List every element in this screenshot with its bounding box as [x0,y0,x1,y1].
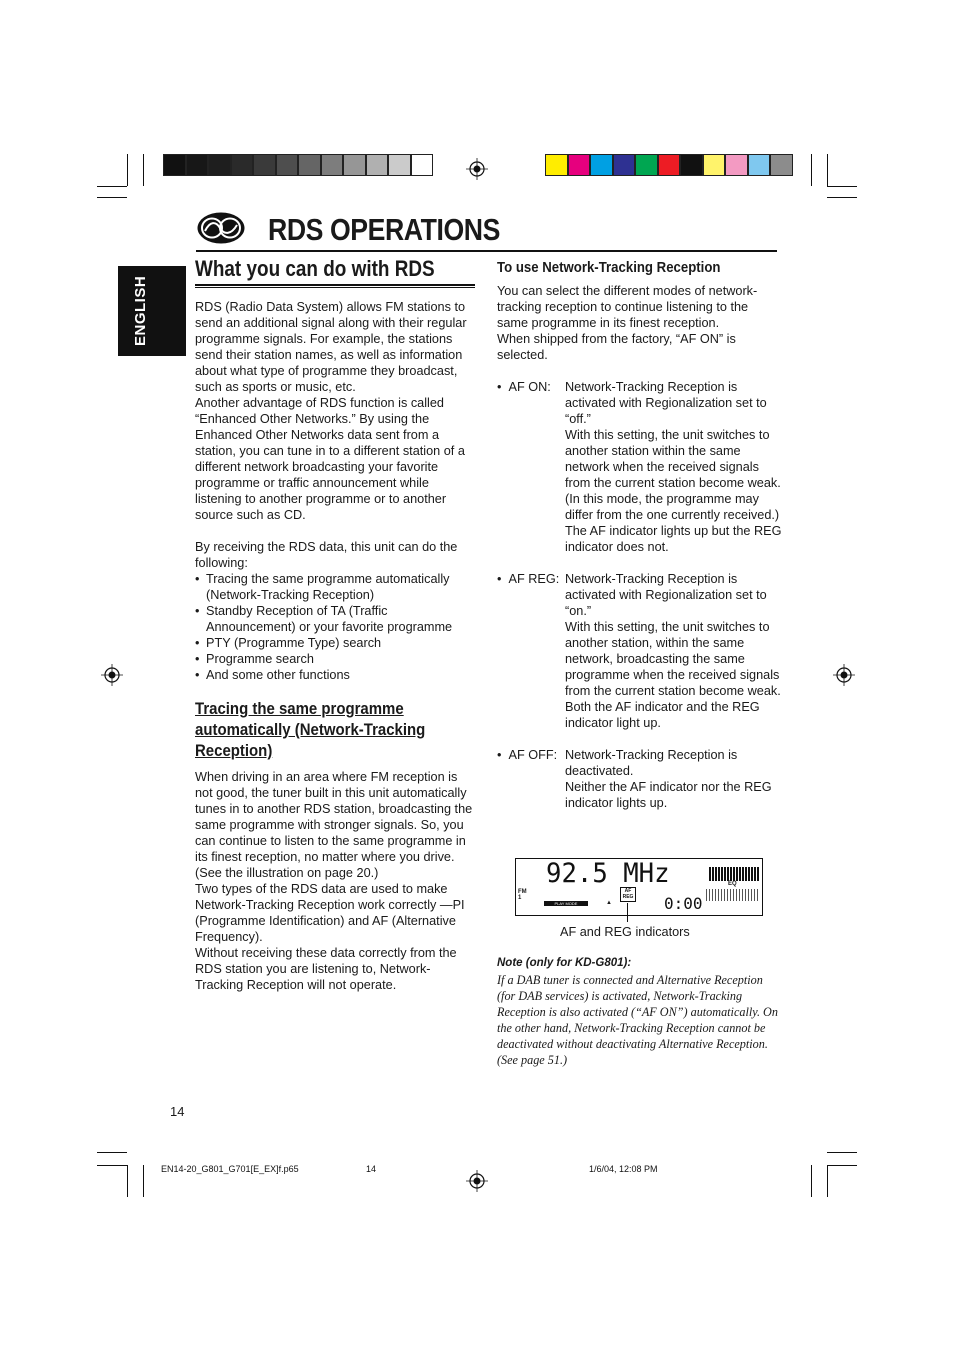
color-swatch [613,154,636,176]
list-item: • Tracing the same programme automatically (Network-Tracking Reception) [195,571,477,603]
rds-intro [195,299,477,683]
color-swatch [231,154,254,176]
color-swatch [590,154,613,176]
process-color-bar [545,154,793,176]
paragraph: RDS (Radio Data System) allows FM stations to send an additional signal along with their regular programme signals. For example, the stations send their station names, as well as information about what type of programme they broadcast, such as sports or music, etc. [195,300,467,394]
footer-file: EN14-20_G801_G701[E_EX]f.p65 [161,1164,299,1174]
color-swatch [208,154,231,176]
page-number: 14 [170,1104,185,1119]
paragraph: You can select the different modes of network-tracking reception to continue listening to the same programme in its finest reception. [497,284,758,330]
lcd-display [515,858,763,916]
color-swatch [411,154,434,176]
paragraph: Another advantage of RDS function is called “Enhanced Other Networks.” By using the Enhanced Other Networks data sent from a station, you can tune in to a different station of a different network broadcasting your favorite programme or traffic announcement while listening to another programme or to another source such as CD. [195,396,465,522]
title-rule [196,250,777,252]
af-mode-item: • AF ON: Network-Tracking Reception is activated with Regionalization set to “off.” With this setting, the unit switches to another station within the same network when the received signals from the current station become weak. (In this mode, the programme may differ from the one currently received.) The AF indicator lights up but the REG indicator does not. [497,380,782,554]
paragraph: When shipped from the factory, “AF ON” is selected. [497,332,736,362]
network-tracking-text [497,283,782,811]
af-mode-label: AF REG: [508,572,560,586]
lcd-af-reg-indicator [620,887,636,902]
list-item: • Programme search [195,651,477,667]
rds-logo-icon [196,211,246,245]
heading-rule [195,284,475,286]
color-swatch [635,154,658,176]
color-swatch [343,154,366,176]
lcd-play-mode: PLAY MODE [544,901,588,906]
note-text: If a DAB tuner is connected and Alternative Reception (for DAB services) is activated, Network-Tracking Reception is also activated (“AF ON”) automatically. On the other hand, Network-Tracking Reception cannot be deactivated without deactivating Alternative Reception. (See page 51.) [497,973,778,1067]
registration-mark-icon [101,664,123,686]
note [497,957,782,1068]
color-swatch [186,154,209,176]
color-swatch [253,154,276,176]
color-swatch [725,154,748,176]
color-swatch [298,154,321,176]
feature-list [195,571,477,683]
lcd-level-meter [709,867,759,881]
af-mode-item: • AF OFF: Network-Tracking Reception is deactivated. Neither the AF indicator nor the REG indicator lights up. [497,747,782,811]
paragraph: Neither the AF indicator nor the REG indicator lights up. [565,780,772,810]
lcd-band: FM [518,889,527,895]
color-swatch [748,154,771,176]
language-tab [118,266,186,356]
list-item: • Standby Reception of TA (Traffic Announcement) or your favorite programme [195,603,477,635]
color-swatch [703,154,726,176]
grayscale-color-bar [163,154,433,176]
figure-caption: AF and REG indicators [560,925,690,939]
list-item: • PTY (Programme Type) search [195,635,477,651]
lcd-reg: REG [622,894,634,900]
color-swatch [276,154,299,176]
paragraph: Network-Tracking Reception is activated with Regionalization set to “on.” [565,572,767,618]
af-mode-label: AF ON: [508,380,551,394]
paragraph: With this setting, the unit switches to another station within the same network when the received signals from the current station become weak. (In this mode, the programme may differ from the one currently received.) [565,428,781,522]
paragraph: By receiving the RDS data, this unit can do the following: [195,540,458,570]
paragraph: Without receiving these data correctly from the RDS station you are listening to, Network-Tracking Reception will not operate. [195,946,457,992]
lcd-preset: 1 [518,895,522,901]
lcd-clock: 0:00 [664,894,703,913]
color-swatch [163,154,186,176]
af-mode-label: AF OFF: [508,748,558,762]
lcd-eq: EQ [728,881,737,887]
color-swatch [366,154,389,176]
heading-rule [195,287,475,288]
paragraph: The AF indicator lights up but the REG indicator does not. [565,524,782,554]
paragraph: With this setting, the unit switches to another station, within the same network, broadcasting the same programme when the received signals from the current station become weak. [565,620,781,698]
registration-mark-icon [466,158,488,180]
color-swatch [321,154,344,176]
paragraph: When driving in an area where FM reception is not good, the tuner built in this unit automatically tunes in to another RDS station, broadcasting the same programme with stronger signals. So, you can continue to listen to the same programme in its finest reception, no matter where you drive. (See the illustration on page 20.) [195,770,473,880]
page-title: RDS OPERATIONS [268,212,500,247]
paragraph: Network-Tracking Reception is deactivated. [565,748,738,778]
color-swatch [770,154,793,176]
color-swatch [568,154,591,176]
af-mode-item: • AF REG: Network-Tracking Reception is activated with Regionalization set to “on.” With this setting, the unit switches to another station, within the same network, broadcasting the same programme when the received signals from the current station become weak. Both the AF indicator and the REG indicator light up. [497,572,781,730]
up-triangle-icon: ▲ [606,900,612,906]
paragraph: Two types of the RDS data are used to make Network-Tracking Reception work correctly —PI (Programme Identification) and AF (Alternative Frequency). [195,882,465,944]
lcd-spectrum [706,889,760,901]
caption-leader-line [627,903,628,922]
lcd-af: AF [624,888,632,894]
footer-date: 1/6/04, 12:08 PM [589,1164,658,1174]
paragraph: Network-Tracking Reception is activated with Regionalization set to “off.” [565,380,767,426]
lcd-frequency: 92.5 MHz [546,858,670,889]
registration-mark-icon [833,664,855,686]
registration-mark-icon [466,1170,488,1192]
list-item: • And some other functions [195,667,477,683]
color-swatch [680,154,703,176]
paragraph: Both the AF indicator and the REG indicator light up. [565,700,760,730]
color-swatch [658,154,681,176]
note-heading: Note (only for KD-G801): [497,957,632,969]
language-tab-label: ENGLISH [132,275,149,346]
subsection-heading: Tracing the same programme automatically (Network-Tracking Reception) [195,699,426,760]
subsection-heading: To use Network-Tracking Reception [497,259,721,276]
color-swatch [388,154,411,176]
section-heading: What you can do with RDS [195,256,435,281]
footer-page: 14 [366,1164,377,1174]
color-swatch [545,154,568,176]
tracing-text [195,769,477,993]
